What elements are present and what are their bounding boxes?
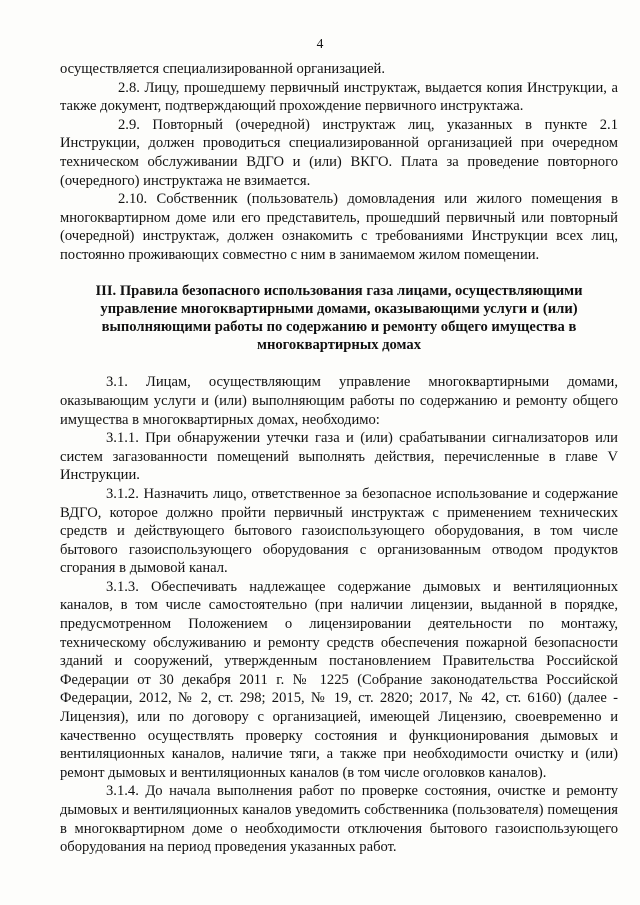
paragraph-2-8: 2.8. Лицу, прошедшему первичный инструктаж, выдается копия Инструкции, а также документ, подтверждающий прохождение первичного инструктажа.: [60, 79, 618, 115]
document-body: [60, 60, 618, 857]
paragraph-continuation: осуществляется специализированной организацией.: [60, 61, 386, 77]
paragraph-3-1-3: 3.1.3. Обеспечивать надлежащее содержание дымовых и вентиляционных каналов, в том числе самостоятельно (при наличии лицензии, выданной в порядке, предусмотренном Положением о лицензировании деятельности по монтажу, техническому обслуживанию и ремонту средств обеспечения пожарной безопасности зданий и сооружений, утвержденным постановлением Правительства Российской Федерации от 30 декабря 2011 г. № 1225 (Собрание законодательства Российской Федерации, 2012, № 2, ст. 298; 2015, № 19, ст. 2820; 2017, № 42, ст. 6160) (далее - Лицензия), или по договору с организацией, имеющей Лицензию, своевременно и качественно осуществлять проверку состояния и функционирования дымовых и вентиляционных каналов, наличие тяги, а также при необходимости очистку и (или) ремонт дымовых и вентиляционных каналов (в том числе оголовков каналов).: [60, 578, 618, 781]
paragraph-3-1-4: 3.1.4. До начала выполнения работ по проверке состояния, очистке и ремонту дымовых и вентиляционных каналов уведомить собственника (пользователя) помещения в многоквартирном доме о необходимости отключения бытового газоиспользующего оборудования на период проведения указанных работ.: [60, 783, 618, 856]
page-number: 4: [316, 36, 324, 51]
paragraph-3-1: 3.1. Лицам, осуществляющим управление многоквартирными домами, оказывающим услуги и (или) выполняющим работы по содержанию и ремонту общего имущества в многоквартирных домах, необходимо:: [60, 374, 618, 428]
paragraph-3-1-2: 3.1.2. Назначить лицо, ответственное за безопасное использование и содержание ВДГО, которое должно пройти первичный инструктаж с применением технических средств и действующего бытового газоиспользующего оборудования, в том числе бытового газоиспользующего оборудования с организованным отводом продуктов сгорания в дымовой канал.: [60, 485, 618, 577]
section-heading: III. Правила безопасного использования газа лицами, осуществляющими управление многоквартирными домами, оказывающими услуги и (или) выполняющими работы по содержанию и ремонту общего имущества в многоквартирных домах: [95, 282, 583, 354]
paragraph-2-10: 2.10. Собственник (пользователь) домовладения или жилого помещения в многоквартирном доме или его представитель, прошедший первичный или повторный (очередной) инструктаж, должен ознакомить с требованиями Инструкции всех лиц, постоянно проживающих совместно с ним в занимаемом жилом помещении.: [60, 191, 618, 263]
paragraph-2-9: 2.9. Повторный (очередной) инструктаж лиц, указанных в пункте 2.1 Инструкции, должен проводиться специализированной организацией при очередном техническом обслуживании ВДГО и (или) ВКГО. Плата за проведение повторного (очередного) инструктажа не взимается.: [60, 116, 618, 189]
paragraph-3-1-1: 3.1.1. При обнаружении утечки газа и (или) срабатывании сигнализаторов или систем загазованности помещений выполнять действия, перечисленные в главе V Инструкции.: [60, 430, 618, 484]
